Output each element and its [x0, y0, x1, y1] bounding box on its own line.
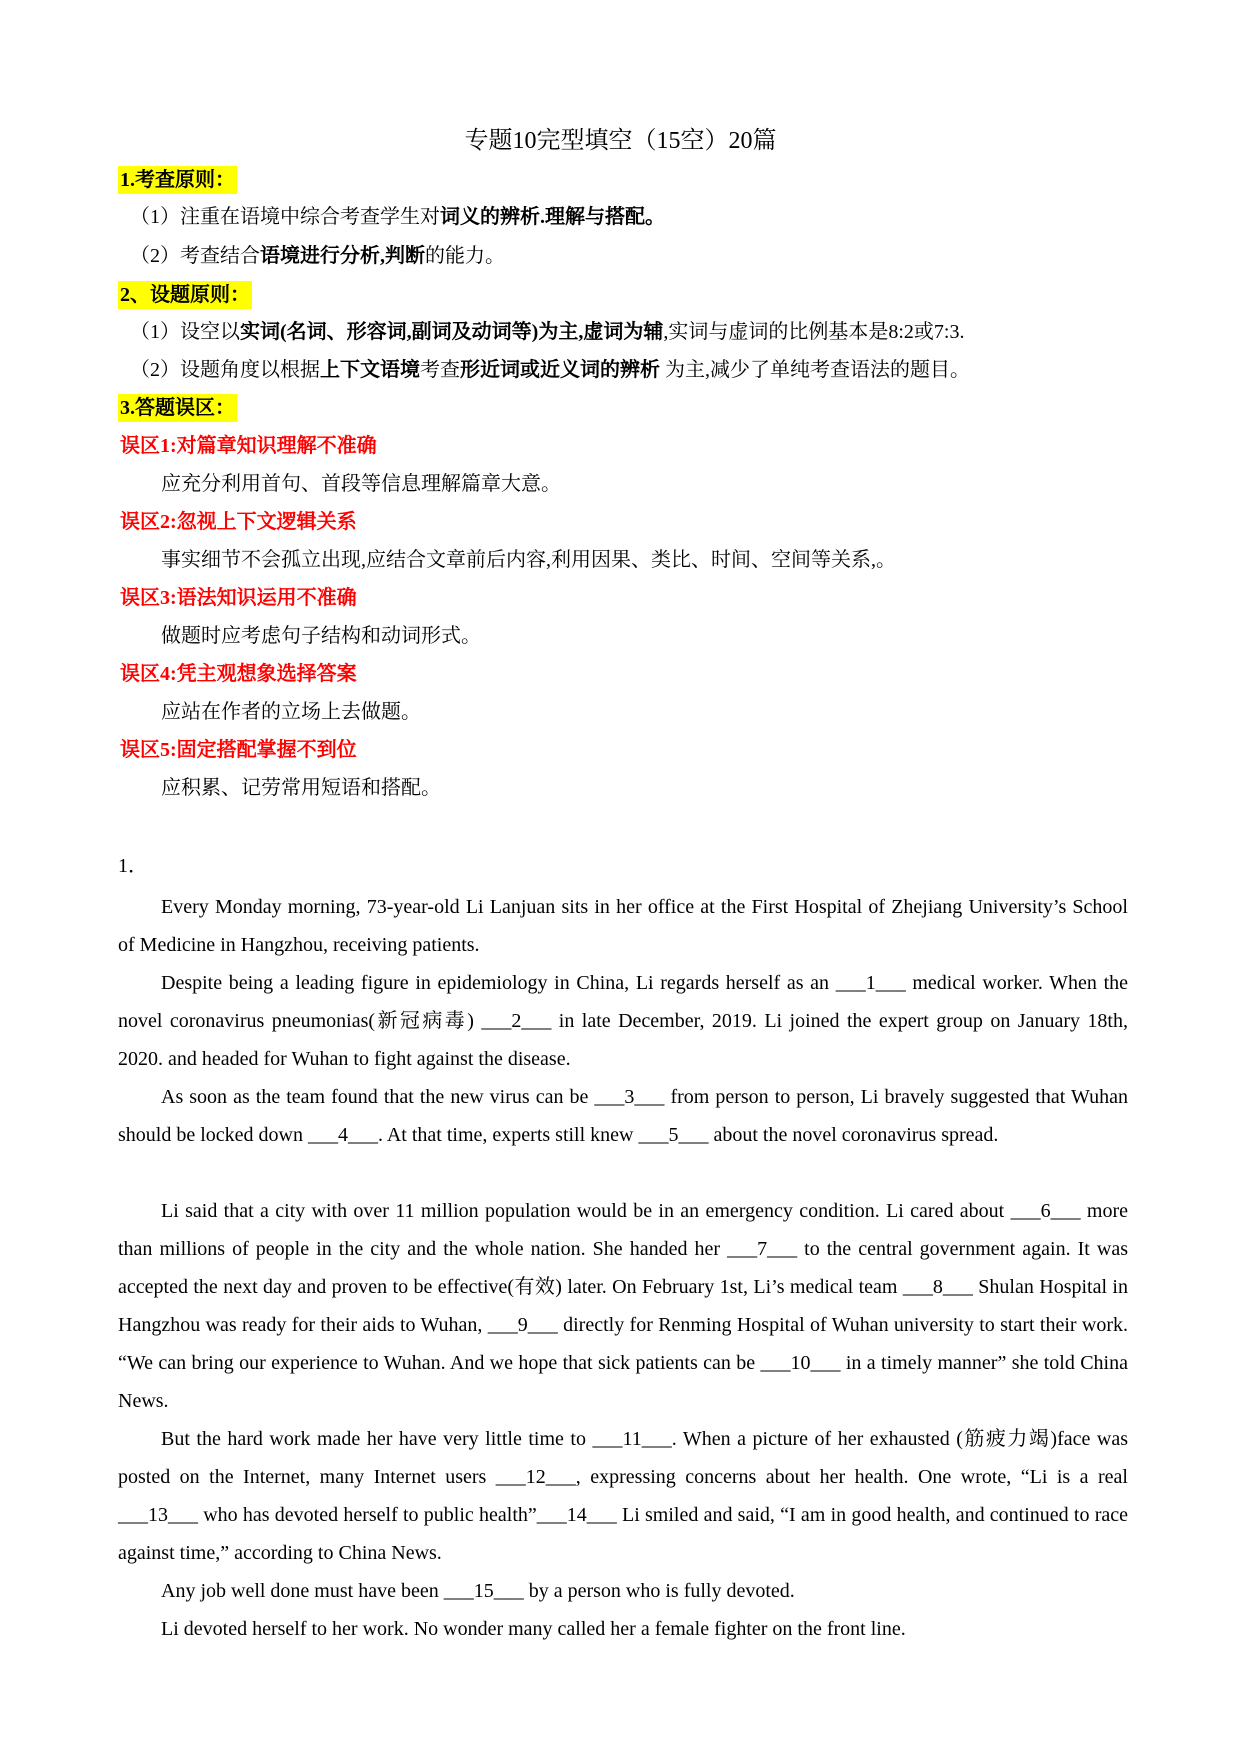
design-principle-item-1	[130, 318, 964, 346]
item-bold-text: 语境进行分析,判断	[260, 245, 425, 267]
pitfall-title-3: 误区3:语法知识运用不准确	[120, 587, 357, 609]
exam-principle-item-1	[130, 203, 665, 231]
passage-paragraph-7: Li devoted herself to her work. No wonder many called her a female fighter on the front line.	[161, 1618, 906, 1640]
pitfall-detail-4: 应站在作者的立场上去做题。	[161, 701, 421, 723]
passage-paragraph-6: Any job well done must have been ___15___ by a person who is fully devoted.	[161, 1580, 795, 1602]
pitfall-detail-1: 应充分利用首句、首段等信息理解篇章大意。	[161, 473, 561, 495]
item-bold-text: 形近词或近义词的辨析	[460, 359, 660, 381]
pitfall-title-5: 误区5:固定搭配掌握不到位	[120, 739, 357, 761]
item-bold-text: 上下文语境	[320, 359, 420, 381]
section-heading-design-principles: 2、设题原则：	[118, 281, 252, 309]
item-text: 考查	[420, 359, 460, 381]
passage-paragraph-3: As soon as the team found that the new virus can be ___3___ from person to person, Li bravely suggested that Wuhan should be locked down ___4___. At that time, experts still knew ___5___ about the novel coronavirus spread.	[118, 1086, 1128, 1146]
item-bold-text: 词义的辨析.理解与搭配。	[440, 206, 665, 228]
item-text: 为主,减少了单纯考查语法的题目。	[660, 359, 970, 381]
item-text: 的能力。	[425, 245, 505, 267]
item-text: （1）设空以	[130, 321, 240, 343]
design-principle-item-2	[130, 356, 970, 384]
passage-paragraph-4: Li said that a city with over 11 million population would be in an emergency condition. Li cared about ___6___ more than millions of people in the city and the whole nation. She handed her ___7___ to the central government again. It was accepted the next day and proven to be effective(有效) later. On February 1st, Li’s medical team ___8___ Shulan Hospital in Hangzhou was ready for their aids to Wuhan, ___9___ directly for Renming Hospital of Wuhan university to start their work. “We can bring our experience to Wuhan. And we hope that sick patients can be ___10___ in a timely manner” she told China News.	[118, 1200, 1128, 1412]
question-number: 1．	[118, 855, 148, 877]
item-text: （2）考查结合	[130, 245, 260, 267]
item-bold-text: 实词(名词、形容词,副词及动词等)为主,虚词为辅	[240, 321, 664, 343]
pitfall-title-2: 误区2:忽视上下文逻辑关系	[120, 511, 357, 533]
passage-paragraph-5: But the hard work made her have very little time to ___11___. When a picture of her exhausted (筋疲力竭)face was posted on the Internet, many Internet users ___12___, expressing concerns about her health. One wrote, “Li is a real ___13___ who has devoted herself to public health”___14___ Li smiled and said, “I am in good health, and continued to race against time,” according to China News.	[118, 1428, 1128, 1564]
passage-paragraph-2: Despite being a leading figure in epidemiology in China, Li regards herself as an ___1___ medical worker. When the novel coronavirus pneumonias(新冠病毒) ___2___ in late December, 2019. Li joined the expert group on January 18th, 2020. and headed for Wuhan to fight against the disease.	[118, 972, 1128, 1070]
pitfall-detail-3: 做题时应考虑句子结构和动词形式。	[161, 625, 481, 647]
pitfall-title-4: 误区4:凭主观想象选择答案	[120, 663, 357, 685]
section-heading-exam-principles: 1.考查原则：	[118, 166, 237, 194]
pitfall-detail-2: 事实细节不会孤立出现,应结合文章前后内容,利用因果、类比、时间、空间等关系,。	[161, 549, 896, 571]
exam-principle-item-2	[130, 242, 505, 270]
item-text: （1）注重在语境中综合考查学生对	[130, 206, 440, 228]
passage-paragraph-1: Every Monday morning, 73-year-old Li Lanjuan sits in her office at the First Hospital of Zhejiang University’s School of Medicine in Hangzhou, receiving patients.	[118, 896, 1128, 956]
item-text: （2）设题角度以根据	[130, 359, 320, 381]
page-title: 专题10完型填空（15空）20篇	[464, 128, 777, 154]
item-text: ,实词与虚词的比例基本是8:2或7:3.	[663, 321, 965, 343]
pitfall-title-1: 误区1:对篇章知识理解不准确	[120, 435, 377, 457]
pitfall-detail-5: 应积累、记劳常用短语和搭配。	[161, 777, 441, 799]
section-heading-pitfalls: 3.答题误区：	[118, 394, 237, 422]
